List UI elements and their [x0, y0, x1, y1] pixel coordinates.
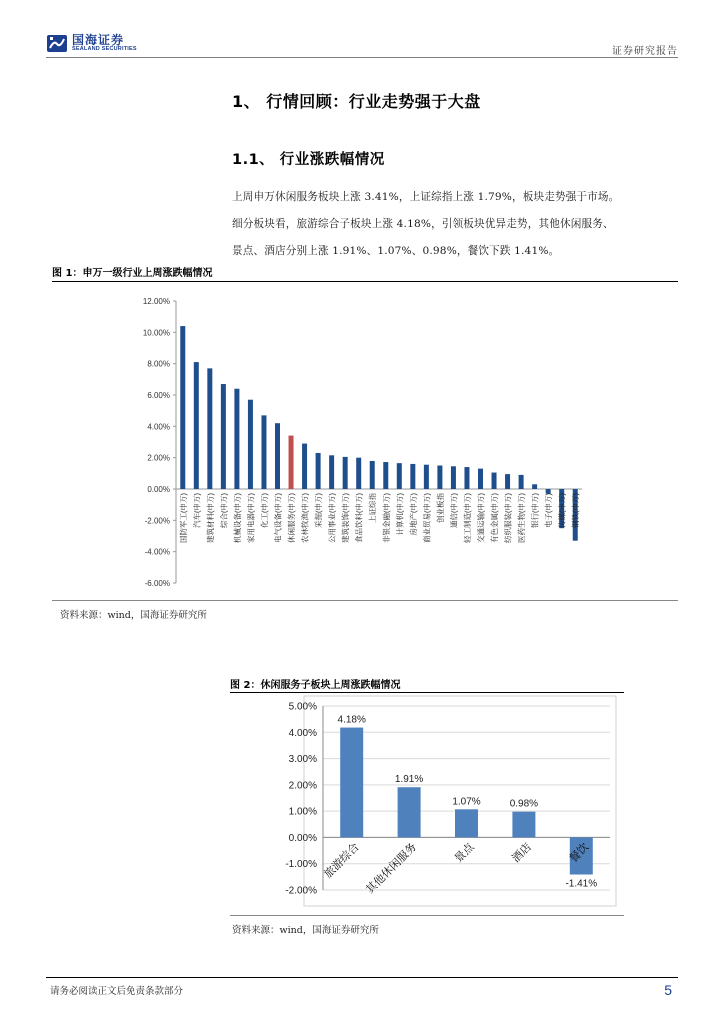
page-header: [46, 32, 678, 58]
x-tick-label: 国防军工(申万): [178, 493, 188, 543]
figure1-source: 资料来源：wind，国海证券研究所: [60, 610, 207, 621]
logo-text-en: SEALAND SECURITIES: [72, 45, 137, 52]
bar: [397, 463, 402, 489]
x-tick-label: 旅游综合: [322, 841, 362, 881]
footer-disclaimer: 请务必阅读正文后免责条款部分: [50, 986, 184, 997]
subsection-heading: 1.1、 行业涨跌幅情况: [232, 152, 385, 168]
figure1-bottom-rule: [52, 600, 678, 601]
x-tick-label: 电气设备(申万): [273, 493, 283, 543]
company-logo: [46, 32, 137, 54]
x-tick-label: 电子(申万): [544, 492, 554, 528]
bar: [316, 453, 321, 489]
x-tick-label: 化工(申万): [259, 493, 269, 528]
figure2-chart: [230, 693, 624, 915]
x-tick-label: 纺织服装(申万): [503, 493, 513, 543]
x-tick-label: 商业贸易(申万): [422, 493, 432, 543]
x-tick-label: 创业板指: [435, 493, 445, 523]
body-paragraph: [232, 184, 682, 265]
y-tick-label: 10.00%: [142, 328, 170, 338]
y-tick-label: -4.00%: [144, 547, 170, 557]
paragraph-line: 细分板块看，旅游综合子板块上涨 4.18%，引领板块优异走势，其他休闲服务、: [232, 218, 614, 230]
bar: [221, 384, 226, 489]
y-tick-label: 1.00%: [288, 806, 317, 818]
figure1-caption: 图 1：申万一级行业上周涨跌幅情况: [52, 268, 213, 279]
header-divider: [46, 57, 678, 58]
y-tick-label: 12.00%: [142, 297, 170, 306]
x-tick-label: 食品饮料(申万): [354, 493, 364, 543]
bar: [505, 474, 510, 489]
figure1-chart: [52, 282, 678, 600]
x-tick-label: 有色金属(申万): [490, 493, 500, 543]
y-tick-label: 4.00%: [288, 727, 317, 739]
y-tick-label: 3.00%: [288, 754, 317, 766]
bar: [207, 368, 212, 489]
x-tick-label: 传媒(申万): [557, 493, 567, 528]
y-tick-label: 5.00%: [288, 701, 317, 713]
bar: [261, 415, 266, 489]
y-tick-label: 0.00%: [147, 485, 170, 494]
page-number: 5: [664, 982, 672, 998]
bar: [410, 464, 415, 489]
logo-text-cn: 国海证券: [72, 32, 125, 47]
y-tick-label: 8.00%: [147, 359, 170, 369]
bar: [532, 484, 537, 489]
bar: [492, 473, 497, 489]
bar: [275, 423, 280, 489]
x-tick-label: 采掘(申万): [314, 493, 324, 528]
sealand-logo-icon: [46, 32, 68, 54]
x-tick-label: 建筑材料(申万): [205, 493, 215, 543]
y-tick-label: 2.00%: [288, 780, 317, 792]
x-tick-label: 交通运输(申万): [476, 493, 486, 543]
y-tick-label: 4.00%: [147, 422, 170, 432]
bar: [512, 812, 535, 838]
x-tick-label: 休闲服务(申万): [287, 493, 297, 543]
x-tick-label: 餐饮: [567, 841, 592, 866]
bar: [519, 475, 524, 489]
y-tick-label: -2.00%: [144, 516, 170, 526]
bar: [455, 809, 478, 837]
y-tick-label: -1.00%: [285, 859, 317, 871]
bar: [329, 455, 334, 489]
x-tick-label: 景点: [452, 841, 477, 866]
data-label: -1.41%: [565, 878, 598, 890]
x-tick-label: 酒店: [509, 841, 535, 866]
document-type: 证券研究报告: [612, 46, 678, 57]
x-tick-label: 医药生物(申万): [517, 492, 527, 543]
bar: [302, 444, 307, 489]
bar: [437, 466, 442, 490]
x-tick-label: 家用电器(申万): [246, 493, 256, 543]
data-label: 4.18%: [337, 714, 366, 726]
figure2-bottom-rule: [230, 915, 624, 916]
bar: [248, 400, 253, 489]
x-tick-label: 钢铁(申万): [571, 493, 581, 528]
bar: [343, 457, 348, 489]
x-tick-label: 机械设备(申万): [232, 493, 242, 543]
bar: [424, 465, 429, 489]
paragraph-line: 上周申万休闲服务板块上涨 3.41%，上证综指上涨 1.79%，板块走势强于市场。: [232, 191, 620, 203]
paragraph-line: 景点、酒店分别上涨 1.91%、1.07%、0.98%，餐饮下跌 1.41%。: [232, 245, 560, 257]
bar: [180, 326, 185, 489]
x-tick-label: 上证综指: [368, 493, 378, 523]
x-tick-label: 房地产(申万): [408, 493, 418, 536]
y-tick-label: 6.00%: [147, 391, 170, 400]
bar: [356, 458, 361, 489]
figure2-caption: 图 2：休闲服务子板块上周涨跌幅情况: [230, 680, 401, 691]
x-tick-label: 银行(申万): [530, 492, 540, 528]
x-tick-label: 农林牧渔(申万): [300, 493, 310, 543]
bar: [478, 469, 483, 489]
x-tick-label: 综合(申万): [219, 493, 229, 528]
data-label: 1.07%: [452, 796, 481, 808]
x-tick-label: 汽车(申万): [192, 493, 202, 528]
bar: [451, 466, 456, 489]
data-label: 1.91%: [394, 774, 424, 786]
leisure-subsector-bar-chart: [230, 693, 624, 915]
bar: [194, 362, 199, 489]
figure2-source: 资料来源：wind，国海证券研究所: [232, 925, 379, 936]
y-tick-label: 2.00%: [147, 453, 170, 463]
x-tick-label: 公用事业(申万): [327, 493, 337, 543]
bar: [464, 467, 469, 489]
bar: [398, 787, 421, 837]
x-tick-label: 非银金融(申万): [381, 493, 391, 543]
x-tick-label: 通信(申万): [449, 493, 459, 528]
bar: [289, 436, 294, 489]
data-label: 0.98%: [509, 798, 539, 810]
y-tick-label: 0.00%: [288, 832, 317, 844]
y-tick-label: -2.00%: [285, 885, 317, 897]
bar: [383, 462, 388, 489]
section-heading: 1、 行情回顾：行业走势强于大盘: [232, 92, 481, 111]
industry-returns-bar-chart: [52, 282, 678, 600]
x-tick-label: 建筑装饰(申万): [341, 493, 351, 543]
x-tick-label: 其他休闲服务: [364, 841, 420, 897]
y-tick-label: -6.00%: [144, 579, 170, 588]
bar: [370, 461, 375, 489]
footer-divider: [46, 977, 678, 978]
x-tick-label: 计算机(申万): [395, 493, 405, 536]
bar: [340, 728, 363, 838]
x-tick-label: 轻工制造(申万): [462, 493, 472, 543]
bar: [234, 389, 239, 489]
